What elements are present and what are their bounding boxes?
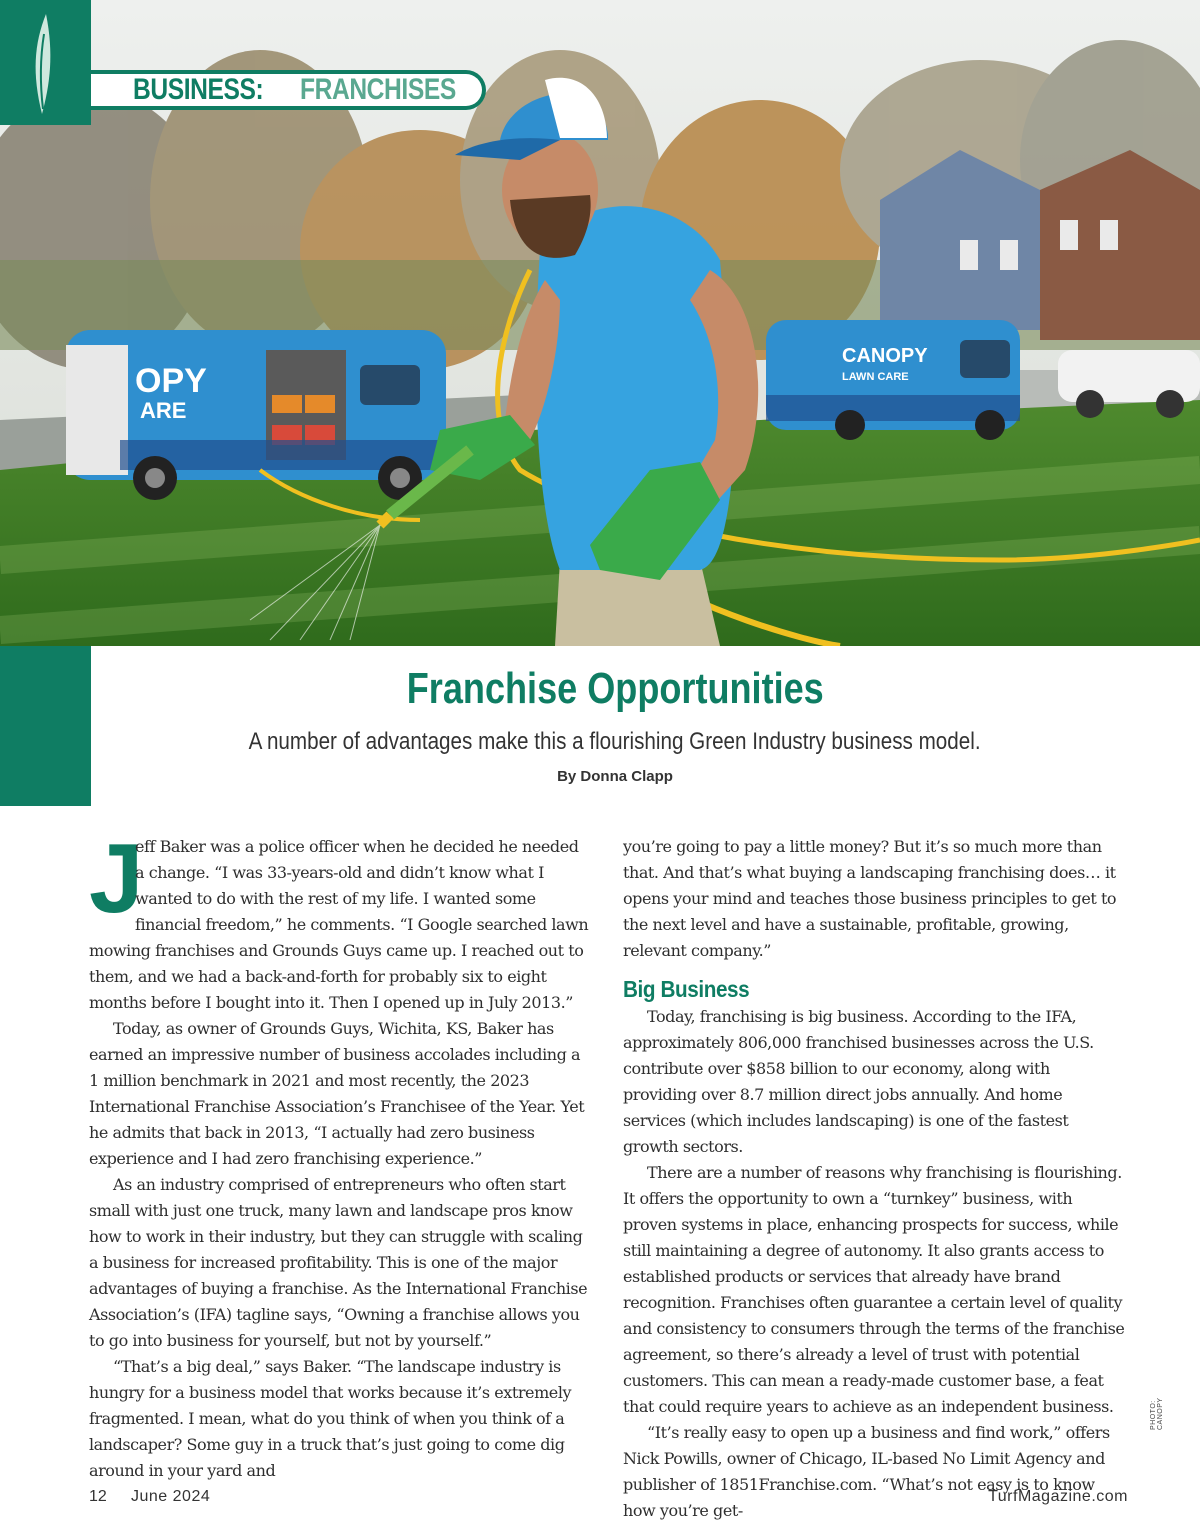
leaf-logo-icon — [28, 14, 58, 114]
body-column-1 — [89, 823, 591, 1484]
page-number: 12 — [89, 1488, 107, 1505]
subheading: Big Business — [623, 976, 750, 1002]
section-corner-block — [0, 0, 91, 125]
drop-cap: J — [89, 823, 144, 933]
paragraph: Today, as owner of Grounds Guys, Wichita, KS, Baker has earned an impressive number of business accolades including a 1 million benchmark in 2021 and most recently, the 2023 International Franchise Association’s Franchisee of the Year. Yet he admits that back in 2013, “I actually had zero business experience and I had zero franchising experience.” — [89, 1019, 585, 1168]
accent-bar — [0, 646, 91, 806]
van-right — [766, 320, 1020, 440]
article-byline: By Donna Clapp — [557, 768, 673, 785]
photo-credit: PHOTO: CANOPY — [1150, 1397, 1164, 1430]
body-column-2 — [623, 834, 1125, 1524]
svg-text:OPY: OPY — [135, 362, 207, 400]
van-left — [66, 330, 446, 500]
svg-text:ARE: ARE — [140, 398, 187, 423]
svg-text:LAWN CARE: LAWN CARE — [842, 371, 909, 383]
paragraph: Today, franchising is big business. According to the IFA, approximately 806,000 franchised businesses across the U.S. contribute over $858 billion to our economy, along with providing over 8.7 million direct jobs annually. And home services (which includes landscaping) is one of the fastest growth sectors. — [623, 1007, 1094, 1156]
article-title: Franchise Opportunities — [406, 664, 824, 713]
section-subtitle: FRANCHISES — [299, 73, 456, 106]
paragraph: As an industry comprised of entrepreneurs who often start small with just one truck, many lawn and landscape pros know how to work in their industry, but they can struggle with scaling a business for increased profitability. This is one of the major advantages of buying a franchise. As the International Franchise Association’s (IFA) tagline says, “Owning a franchise allows you to go into business for yourself, but not by yourself.” — [89, 1175, 588, 1350]
paragraph: J eff Baker was a police officer when he decided he needed a change. “I was 33-years-old and didn’t know what I wanted to do with the rest of my life. I wanted some financial freedom,” he comments. “I Google searched lawn mowing franchises and Grounds Guys came up. I reached out to them, and we had a back-and-forth for probably six to eight months before I bought into it. Then I opened up in July 2013.” — [89, 823, 589, 1012]
paragraph: There are a number of reasons why franchising is flourishing. It offers the opportunity to own a “turnkey” business, with proven systems in place, enhancing prospects for success, while still maintaining a degree of autonomy. It also grants access to established products or services that already have brand recognition. Franchises often guarantee a certain level of quality and consistency to consumers through the terms of the franchise agreement, so there’s already a level of trust with potential customers. This can mean a ready-made customer base, a feat that could require years to achieve as an independent business. — [623, 1163, 1125, 1416]
paragraph: you’re going to pay a little money? But it’s so much more than that. And that’s what buying a landscaping franchising does… it opens your mind and teaches those business principles to get to the next level and have a sustainable, profitable, growing, relevant company.” — [623, 837, 1117, 960]
website-link[interactable]: TurfMagazine.com — [988, 1488, 1128, 1505]
section-label — [91, 70, 486, 110]
article-deck: A number of advantages make this a flourishing Green Industry business model. — [249, 728, 981, 755]
paragraph: “That’s a big deal,” says Baker. “The landscape industry is hungry for a business model that works because it’s extremely fragmented. I mean, what do you think of when you think of a landscaper? Some guy in a truck that’s just going to come dig around in your yard and — [89, 1357, 572, 1480]
issue-date: June 2024 — [131, 1488, 211, 1505]
svg-text:CANOPY: CANOPY — [842, 345, 928, 367]
paragraph: “It’s really easy to open up a business and find work,” offers Nick Powills, owner of Chicago, IL-based No Limit Agency and publisher of 1851Franchise.com. “What’s not easy is to know how you’re get- — [623, 1423, 1110, 1520]
section-title: BUSINESS: — [133, 73, 264, 106]
